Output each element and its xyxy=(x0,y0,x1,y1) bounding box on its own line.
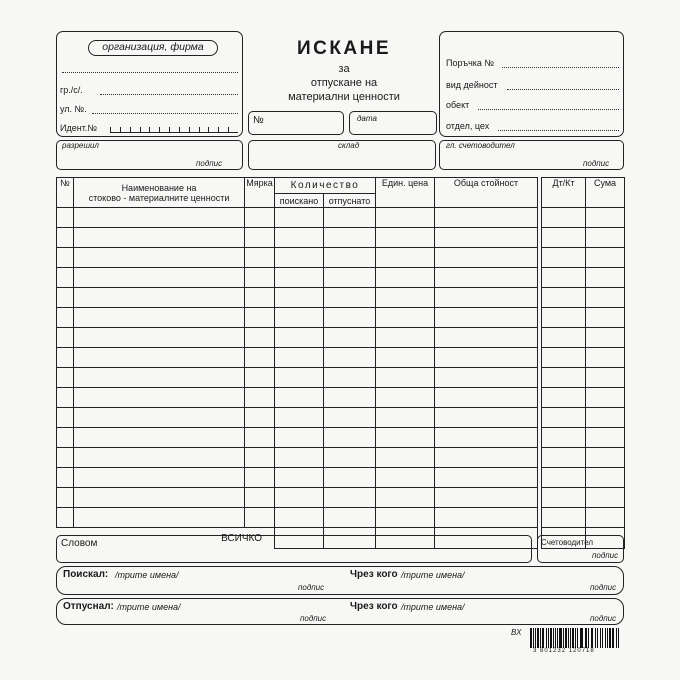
cell-no[interactable] xyxy=(57,308,74,328)
cell-issued[interactable] xyxy=(324,348,376,368)
table-row xyxy=(57,348,625,368)
cell-unit[interactable] xyxy=(245,288,275,308)
table-row xyxy=(57,388,625,408)
cell-name[interactable] xyxy=(74,328,245,348)
organization-line[interactable] xyxy=(62,72,238,73)
header-requested: поискано xyxy=(275,194,324,208)
cell-unit-price[interactable] xyxy=(376,328,435,348)
cell-total[interactable] xyxy=(435,448,538,468)
cell-requested[interactable] xyxy=(275,388,324,408)
cell-sum[interactable] xyxy=(586,228,625,248)
cell-unit-price[interactable] xyxy=(376,488,435,508)
cell-issued[interactable] xyxy=(324,208,376,228)
cell-dtkt[interactable] xyxy=(542,488,586,508)
cell-no[interactable] xyxy=(57,328,74,348)
cell-issued[interactable] xyxy=(324,308,376,328)
barcode-bar xyxy=(553,628,554,648)
cell-issued[interactable] xyxy=(324,408,376,428)
cell-total[interactable] xyxy=(435,488,538,508)
cell-unit-price[interactable] xyxy=(376,368,435,388)
cell-dtkt[interactable] xyxy=(542,328,586,348)
via-label-2: Чрез кого xyxy=(350,601,398,612)
cell-dtkt[interactable] xyxy=(542,248,586,268)
requested-by-label: Поискал: xyxy=(63,569,109,580)
cell-issued[interactable] xyxy=(324,248,376,268)
in-words-label: Словом xyxy=(61,538,98,549)
cell-issued[interactable] xyxy=(324,288,376,308)
permitted-signature: подпис xyxy=(196,159,223,168)
barcode-bar xyxy=(607,628,608,648)
cell-name[interactable] xyxy=(74,428,245,448)
cell-no[interactable] xyxy=(57,428,74,448)
barcode-bar xyxy=(563,628,564,648)
in-words-box[interactable] xyxy=(56,535,532,563)
cell-unit[interactable] xyxy=(245,488,275,508)
cell-no[interactable] xyxy=(57,228,74,248)
header-quantity: Количество xyxy=(275,178,376,194)
cell-sum[interactable] xyxy=(586,488,625,508)
barcode-bar xyxy=(575,628,576,648)
cell-issued[interactable] xyxy=(324,368,376,388)
barcode-bar xyxy=(555,628,556,648)
cell-issued[interactable] xyxy=(324,228,376,248)
barcode-bar xyxy=(557,628,558,648)
cell-requested[interactable] xyxy=(275,288,324,308)
barcode-bar xyxy=(602,628,604,648)
table-row xyxy=(57,268,625,288)
cell-requested[interactable] xyxy=(275,468,324,488)
activity-field[interactable] xyxy=(507,89,619,90)
cell-total[interactable] xyxy=(435,368,538,388)
barcode-bar xyxy=(595,628,597,648)
barcode-bar xyxy=(577,628,578,648)
department-label: отдел, цех xyxy=(446,121,490,131)
table-row xyxy=(57,368,625,388)
cell-unit-price[interactable] xyxy=(376,468,435,488)
cell-unit[interactable] xyxy=(245,468,275,488)
cell-no[interactable] xyxy=(57,408,74,428)
cell-name[interactable] xyxy=(74,448,245,468)
city-field[interactable] xyxy=(100,94,238,95)
cell-requested[interactable] xyxy=(275,308,324,328)
cell-total[interactable] xyxy=(435,228,538,248)
cell-total[interactable] xyxy=(435,248,538,268)
table-row xyxy=(57,428,625,448)
activity-label: вид дейност xyxy=(446,80,498,90)
cell-requested[interactable] xyxy=(275,228,324,248)
department-field[interactable] xyxy=(498,130,619,131)
header-issued: отпуснато xyxy=(324,194,376,208)
cell-sum[interactable] xyxy=(586,368,625,388)
issued-by-signature: подпис xyxy=(300,614,327,623)
ident-label: Идент.№ xyxy=(60,123,97,133)
cell-requested[interactable] xyxy=(275,488,324,508)
cell-total[interactable] xyxy=(435,348,538,368)
table-row xyxy=(57,488,625,508)
cell-issued[interactable] xyxy=(324,468,376,488)
barcode-bar xyxy=(540,628,541,648)
cell-no[interactable] xyxy=(57,348,74,368)
total-label: ВСИЧКО xyxy=(57,528,275,549)
cell-issued[interactable] xyxy=(324,448,376,468)
cell-unit[interactable] xyxy=(245,308,275,328)
cell-dtkt[interactable] xyxy=(542,228,586,248)
cell-unit-price[interactable] xyxy=(376,348,435,368)
cell-requested[interactable] xyxy=(275,208,324,228)
cell-no[interactable] xyxy=(57,208,74,228)
cell-unit-price[interactable] xyxy=(376,268,435,288)
barcode-icon xyxy=(530,628,620,648)
requested-by-signature: подпис xyxy=(298,583,325,592)
cell-unit-price[interactable] xyxy=(376,248,435,268)
cell-sum[interactable] xyxy=(586,468,625,488)
cell-unit[interactable] xyxy=(245,408,275,428)
table-row xyxy=(57,248,625,268)
cell-unit[interactable] xyxy=(245,508,275,528)
via-signature-1: подпис xyxy=(590,583,617,592)
cell-dtkt[interactable] xyxy=(542,428,586,448)
cell-total[interactable] xyxy=(435,288,538,308)
issued-by-label: Отпуснал: xyxy=(63,601,114,612)
barcode-bar xyxy=(580,628,581,648)
cell-unit[interactable] xyxy=(245,248,275,268)
table-row xyxy=(57,508,625,528)
date-label: дата xyxy=(357,114,377,123)
street-field[interactable] xyxy=(92,113,238,114)
header-unit-price: Един. цена xyxy=(376,178,435,208)
header-name xyxy=(74,178,245,208)
cell-total[interactable] xyxy=(435,308,538,328)
barcode-bar xyxy=(537,628,539,648)
barcode-bar xyxy=(568,628,569,648)
cell-dtkt[interactable] xyxy=(542,208,586,228)
accountant-signature: подпис xyxy=(592,551,619,560)
cell-no[interactable] xyxy=(57,468,74,488)
cell-total[interactable] xyxy=(435,468,538,488)
cell-dtkt[interactable] xyxy=(542,448,586,468)
cell-dtkt[interactable] xyxy=(542,408,586,428)
barcode-bar xyxy=(548,628,549,648)
barcode-bar xyxy=(609,628,611,648)
cell-sum[interactable] xyxy=(586,268,625,288)
header-unit: Мярка xyxy=(245,178,275,208)
barcode-bar xyxy=(612,628,615,648)
cell-requested[interactable] xyxy=(275,248,324,268)
cell-sum[interactable] xyxy=(586,208,625,228)
cell-name[interactable] xyxy=(74,368,245,388)
barcode-bar xyxy=(581,628,583,648)
form-code: ВХ xyxy=(511,628,522,637)
cell-requested[interactable] xyxy=(275,428,324,448)
barcode-bar xyxy=(600,628,601,648)
chief-accountant-signature: подпис xyxy=(583,159,610,168)
cell-name[interactable] xyxy=(74,408,245,428)
cell-name[interactable] xyxy=(74,208,245,228)
cell-dtkt[interactable] xyxy=(542,348,586,368)
barcode-bar xyxy=(585,628,588,648)
cell-dtkt[interactable] xyxy=(542,508,586,528)
document-subtitle-for: за xyxy=(338,63,350,75)
cell-sum[interactable] xyxy=(586,388,625,408)
cell-requested[interactable] xyxy=(275,348,324,368)
barcode-bar xyxy=(559,628,562,648)
organization-label: организация, фирма xyxy=(88,40,218,56)
permitted-label: разрешил xyxy=(62,141,99,150)
cell-total[interactable] xyxy=(435,508,538,528)
via-signature-2: подпис xyxy=(590,614,617,623)
cell-issued[interactable] xyxy=(324,488,376,508)
barcode-bar xyxy=(570,628,571,648)
table-row xyxy=(57,448,625,468)
barcode-bar xyxy=(616,628,617,648)
cell-total[interactable] xyxy=(435,408,538,428)
cell-dtkt[interactable] xyxy=(542,368,586,388)
warehouse-label: склад xyxy=(338,141,360,150)
cell-total[interactable] xyxy=(435,328,538,348)
cell-no[interactable] xyxy=(57,508,74,528)
cell-requested[interactable] xyxy=(275,368,324,388)
table-row xyxy=(57,308,625,328)
requested-by-hint: /трите имена/ xyxy=(115,570,179,580)
barcode-bar xyxy=(546,628,547,648)
cell-name[interactable] xyxy=(74,508,245,528)
cell-total[interactable] xyxy=(435,428,538,448)
cell-requested[interactable] xyxy=(275,408,324,428)
table-row xyxy=(57,288,625,308)
cell-unit-price[interactable] xyxy=(376,288,435,308)
cell-unit[interactable] xyxy=(245,348,275,368)
via-label-1: Чрез кого xyxy=(350,569,398,580)
table-row xyxy=(57,228,625,248)
cell-name[interactable] xyxy=(74,388,245,408)
cell-unit-price[interactable] xyxy=(376,508,435,528)
cell-no[interactable] xyxy=(57,448,74,468)
cell-sum[interactable] xyxy=(586,248,625,268)
cell-sum[interactable] xyxy=(586,408,625,428)
barcode-bar xyxy=(550,628,552,648)
cell-unit[interactable] xyxy=(245,268,275,288)
cell-unit-price[interactable] xyxy=(376,228,435,248)
cell-unit[interactable] xyxy=(245,388,275,408)
cell-requested[interactable] xyxy=(275,268,324,288)
barcode-bar xyxy=(572,628,574,648)
cell-requested[interactable] xyxy=(275,328,324,348)
barcode-bar xyxy=(591,628,592,648)
header-name-line2: стоково - материалните ценности xyxy=(88,192,230,203)
object-field[interactable] xyxy=(478,109,619,110)
cell-issued[interactable] xyxy=(324,508,376,528)
cell-name[interactable] xyxy=(74,248,245,268)
cell-name[interactable] xyxy=(74,488,245,508)
order-label: Поръчка № xyxy=(446,58,495,68)
cell-dtkt[interactable] xyxy=(542,388,586,408)
cell-dtkt[interactable] xyxy=(542,308,586,328)
cell-total[interactable] xyxy=(435,388,538,408)
cell-total[interactable] xyxy=(435,268,538,288)
header-total: Обща стойност xyxy=(435,178,538,208)
cell-name[interactable] xyxy=(74,228,245,248)
barcode-bar xyxy=(605,628,606,648)
document-title: ИСКАНЕ xyxy=(296,38,392,59)
cell-unit[interactable] xyxy=(245,368,275,388)
cell-unit-price[interactable] xyxy=(376,208,435,228)
cell-sum[interactable] xyxy=(586,348,625,368)
cell-issued[interactable] xyxy=(324,268,376,288)
ident-number-cells[interactable] xyxy=(110,127,238,133)
document-subtitle-issuance: отпускане на xyxy=(310,77,378,89)
cell-issued[interactable] xyxy=(324,428,376,448)
items-table xyxy=(56,177,625,549)
number-label: № xyxy=(253,115,264,126)
barcode-bar xyxy=(588,628,589,648)
accountant-label: Счетоводител xyxy=(541,538,594,547)
cell-no[interactable] xyxy=(57,488,74,508)
cell-requested[interactable] xyxy=(275,448,324,468)
cell-no[interactable] xyxy=(57,388,74,408)
barcode-bar xyxy=(592,628,593,648)
barcode-bar xyxy=(542,628,545,648)
cell-sum[interactable] xyxy=(586,428,625,448)
cell-sum[interactable] xyxy=(586,308,625,328)
cell-issued[interactable] xyxy=(324,388,376,408)
cell-sum[interactable] xyxy=(586,288,625,308)
cell-unit[interactable] xyxy=(245,328,275,348)
cell-dtkt[interactable] xyxy=(542,468,586,488)
cell-unit[interactable] xyxy=(245,208,275,228)
cell-unit-price[interactable] xyxy=(376,308,435,328)
cell-unit-price[interactable] xyxy=(376,388,435,408)
chief-accountant-label: гл. счетоводител xyxy=(446,141,515,150)
header-sum: Сума xyxy=(586,178,625,208)
cell-unit-price[interactable] xyxy=(376,448,435,468)
table-row xyxy=(57,328,625,348)
table-row xyxy=(57,468,625,488)
cell-unit[interactable] xyxy=(245,428,275,448)
cell-no[interactable] xyxy=(57,268,74,288)
barcode-bar xyxy=(530,628,532,648)
cell-requested[interactable] xyxy=(275,508,324,528)
table-row xyxy=(57,208,625,228)
cell-dtkt[interactable] xyxy=(542,288,586,308)
city-label: гр./с/. xyxy=(60,85,83,95)
cell-total[interactable] xyxy=(435,208,538,228)
header-dtkt: Дт/Кт xyxy=(542,178,586,208)
cell-issued[interactable] xyxy=(324,328,376,348)
cell-sum[interactable] xyxy=(586,448,625,468)
barcode-digits: 3 801232 120718 xyxy=(533,648,595,654)
issued-by-hint: /трите имена/ xyxy=(117,602,181,612)
barcode-bar xyxy=(533,628,534,648)
cell-sum[interactable] xyxy=(586,508,625,528)
barcode-bar xyxy=(618,628,619,648)
via-hint-1: /трите имена/ xyxy=(401,570,465,580)
cell-name[interactable] xyxy=(74,348,245,368)
header-no: № xyxy=(57,178,74,208)
document-subtitle-assets: материални ценности xyxy=(288,91,400,103)
barcode-bar xyxy=(565,628,567,648)
cell-unit-price[interactable] xyxy=(376,428,435,448)
cell-name[interactable] xyxy=(74,468,245,488)
cell-name[interactable] xyxy=(74,308,245,328)
via-hint-2: /трите имена/ xyxy=(401,602,465,612)
cell-unit[interactable] xyxy=(245,228,275,248)
cell-unit[interactable] xyxy=(245,448,275,468)
cell-no[interactable] xyxy=(57,288,74,308)
cell-no[interactable] xyxy=(57,368,74,388)
cell-unit-price[interactable] xyxy=(376,408,435,428)
cell-no[interactable] xyxy=(57,248,74,268)
object-label: обект xyxy=(446,100,470,110)
header-name-line1: Наименование на xyxy=(121,182,197,193)
order-field[interactable] xyxy=(502,67,619,68)
cell-name[interactable] xyxy=(74,268,245,288)
barcode-bar xyxy=(597,628,598,648)
cell-sum[interactable] xyxy=(586,328,625,348)
table-row xyxy=(57,408,625,428)
barcode-bar xyxy=(535,628,536,648)
cell-dtkt[interactable] xyxy=(542,268,586,288)
street-label: ул. №. xyxy=(60,104,87,114)
cell-name[interactable] xyxy=(74,288,245,308)
